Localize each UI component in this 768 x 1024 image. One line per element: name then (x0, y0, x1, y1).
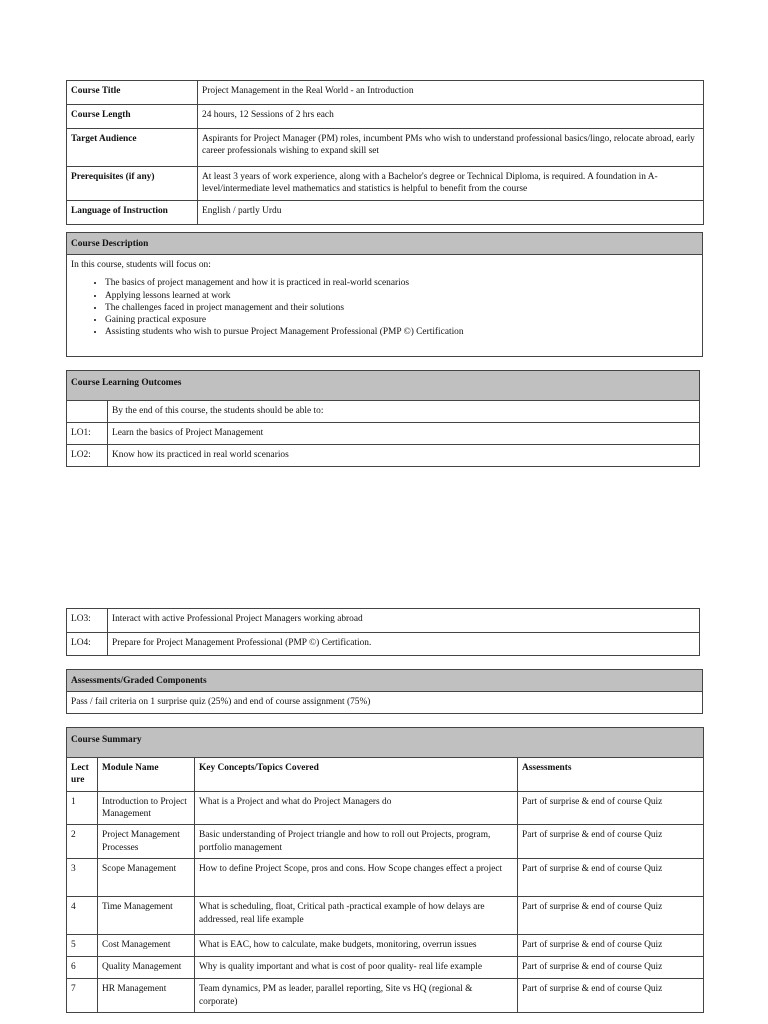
module-name: Time Management (98, 897, 195, 935)
course-description-body (67, 255, 703, 357)
lecture-number: 3 (67, 859, 98, 897)
module-topics: How to define Project Scope, pros and cons. How Scope changes effect a project (195, 859, 518, 897)
lecture-number: 4 (67, 897, 98, 935)
module-name: Cost Management (98, 935, 195, 957)
module-topics: Basic understanding of Project triangle and how to roll out Projects, program, portfolio management (195, 825, 518, 859)
language-row (67, 201, 704, 225)
table-row (67, 897, 704, 935)
course-summary-header: Course Summary (67, 728, 704, 758)
outcome-text: Interact with active Professional Project Managers working abroad (108, 609, 700, 633)
course-summary-table (66, 727, 704, 1013)
module-assessment: Part of surprise & end of course Quiz (518, 897, 704, 935)
column-header-lecture: Lect ure (67, 758, 98, 792)
prerequisites-label: Prerequisites (if any) (67, 167, 198, 201)
column-header-assessments: Assessments (518, 758, 704, 792)
module-topics: Team dynamics, PM as leader, parallel reporting, Site vs HQ (regional & corporate) (195, 979, 518, 1012)
course-info-table (66, 80, 704, 225)
course-length-row (67, 105, 704, 129)
table-row (67, 445, 700, 467)
module-assessment: Part of surprise & end of course Quiz (518, 957, 704, 979)
module-topics: What is scheduling, float, Critical path -practical example of how delays are addressed, real life example (195, 897, 518, 935)
lecture-number: 5 (67, 935, 98, 957)
module-assessment: Part of surprise & end of course Quiz (518, 935, 704, 957)
list-item: • Gaining practical exposure (105, 314, 698, 326)
course-description-table (66, 232, 703, 357)
outcome-text: Learn the basics of Project Management (108, 423, 700, 445)
module-topics: Why is quality important and what is cost of poor quality- real life example (195, 957, 518, 979)
learning-outcomes-continued-table (66, 608, 700, 656)
outcome-code: LO2: (67, 445, 108, 467)
learning-outcomes-intro: By the end of this course, the students should be able to: (108, 401, 700, 423)
prerequisites-value: At least 3 years of work experience, along with a Bachelor's degree or Technical Diploma, is required. A foundation in A-level/intermediate level mathematics and statistics is helpful to benefit from the course (198, 167, 704, 201)
table-row (67, 792, 704, 825)
outcome-text: Know how its practiced in real world scenarios (108, 445, 700, 467)
learning-outcomes-table (66, 370, 700, 467)
module-name: HR Management (98, 979, 195, 1012)
table-row (67, 609, 700, 633)
table-row (67, 859, 704, 897)
table-row (67, 979, 704, 1012)
assessments-text: Pass / fail criteria on 1 surprise quiz (25%) and end of course assignment (75%) (67, 692, 703, 714)
list-item: • Applying lessons learned at work (105, 290, 698, 302)
course-description-list (71, 277, 698, 338)
list-item: • Assisting students who wish to pursue Project Management Professional (PMP ©) Certification (105, 326, 698, 338)
course-title-label: Course Title (67, 81, 198, 105)
module-assessment: Part of surprise & end of course Quiz (518, 825, 704, 859)
prerequisites-row (67, 167, 704, 201)
table-row (67, 935, 704, 957)
course-length-label: Course Length (67, 105, 198, 129)
table-row (67, 633, 700, 656)
table-row (67, 825, 704, 859)
module-name: Scope Management (98, 859, 195, 897)
course-description-header: Course Description (67, 233, 703, 255)
module-assessment: Part of surprise & end of course Quiz (518, 979, 704, 1012)
module-name: Quality Management (98, 957, 195, 979)
module-topics: What is EAC, how to calculate, make budgets, monitoring, overrun issues (195, 935, 518, 957)
lecture-number: 7 (67, 979, 98, 1012)
course-title-row (67, 81, 704, 105)
outcome-code: LO3: (67, 609, 108, 633)
table-row (67, 423, 700, 445)
assessments-table (66, 669, 703, 714)
lecture-number: 6 (67, 957, 98, 979)
target-audience-value: Aspirants for Project Manager (PM) roles, incumbent PMs who wish to understand professional basics/lingo, relocate abroad, early career professionals wishing to expand skill set (198, 129, 704, 167)
language-value: English / partly Urdu (198, 201, 704, 225)
lecture-number: 2 (67, 825, 98, 859)
module-name: Project Management Processes (98, 825, 195, 859)
column-header-topics: Key Concepts/Topics Covered (195, 758, 518, 792)
column-header-module: Module Name (98, 758, 195, 792)
module-topics: What is a Project and what do Project Managers do (195, 792, 518, 825)
module-assessment: Part of surprise & end of course Quiz (518, 859, 704, 897)
module-name: Introduction to Project Management (98, 792, 195, 825)
target-audience-row (67, 129, 704, 167)
outcome-text: Prepare for Project Management Professional (PMP ©) Certification. (108, 633, 700, 656)
list-item: • The basics of project management and how it is practiced in real-world scenarios (105, 277, 698, 289)
course-summary-column-headers (67, 758, 704, 792)
outcome-code: LO1: (67, 423, 108, 445)
language-label: Language of Instruction (67, 201, 198, 225)
learning-outcomes-header: Course Learning Outcomes (67, 371, 700, 401)
table-row (67, 957, 704, 979)
list-item: • The challenges faced in project management and their solutions (105, 302, 698, 314)
course-length-value: 24 hours, 12 Sessions of 2 hrs each (198, 105, 704, 129)
module-assessment: Part of surprise & end of course Quiz (518, 792, 704, 825)
lecture-number: 1 (67, 792, 98, 825)
course-description-intro: In this course, students will focus on: (71, 260, 211, 271)
target-audience-label: Target Audience (67, 129, 198, 167)
course-title-value: Project Management in the Real World - an Introduction (198, 81, 704, 105)
assessments-header: Assessments/Graded Components (67, 670, 703, 692)
outcome-code: LO4: (67, 633, 108, 656)
